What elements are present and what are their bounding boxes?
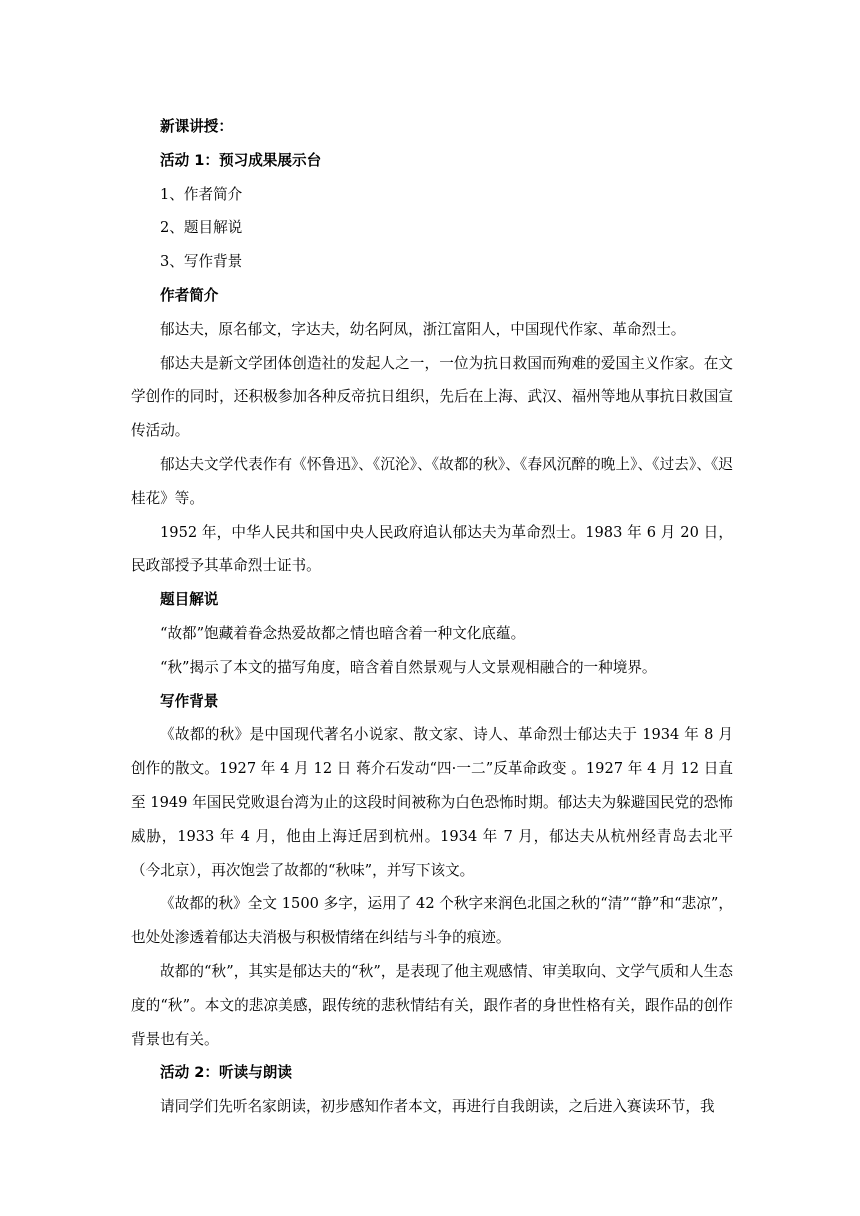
heading-new-lesson: 新课讲授： <box>160 118 233 135</box>
activity2-paragraph-1: 请同学们先听名家朗读，初步感知作者本文，再进行自我朗读，之后进入赛读环节，我 <box>160 1098 715 1116</box>
heading-writing-background: 写作背景 <box>160 692 219 710</box>
title-paragraph-2: “秋”揭示了本文的描写角度，暗含着自然景观与人文景观相融合的一种境界。 <box>160 658 657 676</box>
title-paragraph-1: “故都”饱藏着眷念热爱故都之情也暗含着一种文化底蕴。 <box>160 624 526 642</box>
heading-author-intro: 作者简介 <box>160 286 219 304</box>
document-page <box>131 110 733 1124</box>
outline-item-background: 3、写作背景 <box>160 253 243 271</box>
author-paragraph-4: 1952 年，中华人民共和国中央人民政府追认郁达夫为革命烈士。1983 年 6 月 20 日，民政部授予其革命烈士证书。 <box>131 523 733 575</box>
author-paragraph-3: 郁达夫文学代表作有《怀鲁迅》、《沉沦》、《故都的秋》、《春风沉醉的晚上》、《过去》、《迟桂花》等。 <box>131 455 733 507</box>
heading-activity-1: 活动 1：预习成果展示台 <box>160 151 322 169</box>
background-paragraph-2: 《故都的秋》全文 1500 多字，运用了 42 个秋字来润色北国之秋的“清”“静”和“悲凉”，也处处渗透着郁达夫消极与积极情绪在纠结与斗争的痕迹。 <box>131 895 733 947</box>
outline-item-author: 1、作者简介 <box>160 185 243 203</box>
outline-item-title: 2、题目解说 <box>160 219 243 237</box>
background-paragraph-3: 故都的“秋”，其实是郁达夫的“秋”，是表现了他主观感情、审美取向、文学气质和人生态度的“秋”。本文的悲凉美感，跟传统的悲秋情结有关，跟作者的身世性格有关，跟作品的创作背景也有关。 <box>131 962 733 1048</box>
author-paragraph-2: 郁达夫是新文学团体创造社的发起人之一，一位为抗日救国而殉难的爱国主义作家。在文学创作的同时，还积极参加各种反帝抗日组织，先后在上海、武汉、福州等地从事抗日救国宣传活动。 <box>131 354 733 440</box>
background-paragraph-1: 《故都的秋》是中国现代著名小说家、散文家、诗人、革命烈士郁达夫于 1934 年 8 月创作的散文。1927 年 4 月 12 日 蒋介石发动“四·一二”反革命政变 。1927 年 4 月 12 日直至 1949 年国民党败退台湾为止的这段时间被称为白色恐怖时期。郁达夫为躲避国民党的恐怖威胁，1933 年 4 月，他由上海迁居到杭州。1934 年 7 月，郁达夫从杭州经青岛去北平（今北京），再次饱尝了故都的“秋味”，并写下该文。 <box>131 726 733 879</box>
heading-activity-2: 活动 2：听读与朗读 <box>160 1064 292 1082</box>
heading-title-explanation: 题目解说 <box>160 591 219 609</box>
author-paragraph-1: 郁达夫，原名郁文，字达夫，幼名阿凤，浙江富阳人，中国现代作家、革命烈士。 <box>160 320 686 338</box>
